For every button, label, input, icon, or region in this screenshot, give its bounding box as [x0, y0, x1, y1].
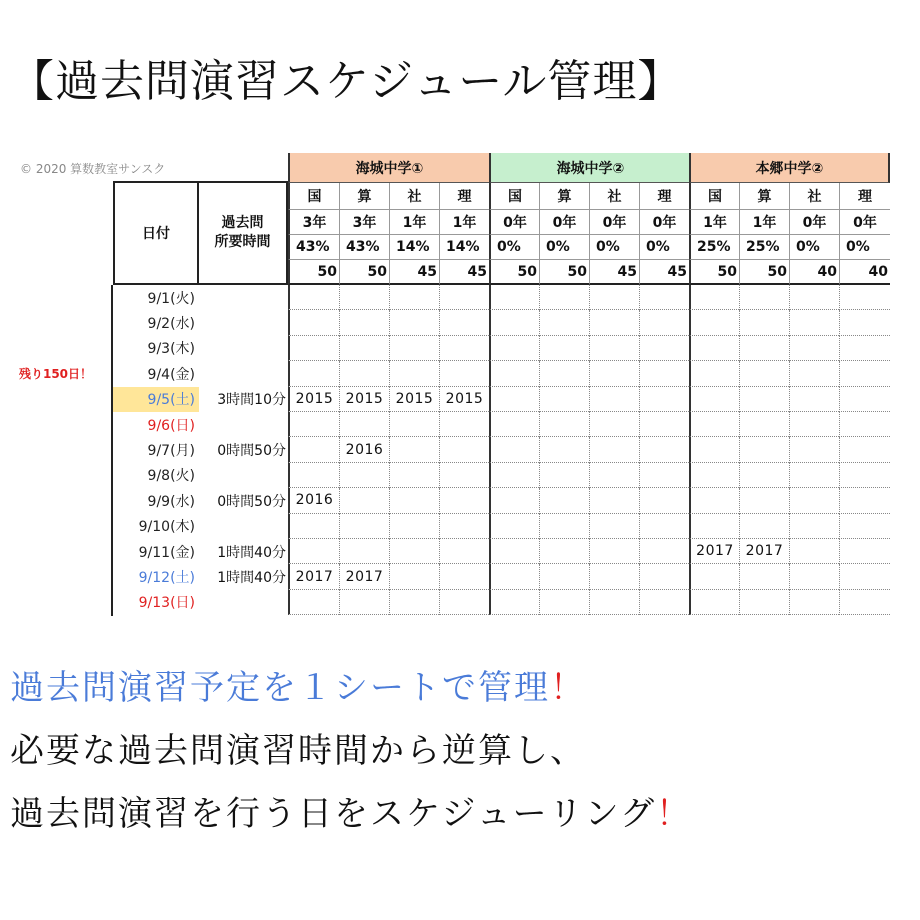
schedule-cell[interactable]: [839, 463, 890, 488]
schedule-cell[interactable]: [389, 488, 439, 513]
header-percents-cell[interactable]: 0%: [539, 235, 589, 260]
header-subjects-cell[interactable]: 国: [288, 183, 339, 210]
schedule-cell[interactable]: [739, 564, 789, 589]
schedule-cell[interactable]: [639, 437, 689, 462]
header-years-cell[interactable]: 3年: [339, 210, 389, 235]
schedule-cell[interactable]: [539, 564, 589, 589]
header-percents-cell[interactable]: 25%: [739, 235, 789, 260]
schedule-cell[interactable]: [288, 514, 339, 539]
schedule-cell[interactable]: [439, 310, 489, 335]
schedule-cell[interactable]: [489, 590, 539, 615]
schedule-cell[interactable]: [339, 336, 389, 361]
time-cell[interactable]: [199, 412, 288, 437]
time-cell[interactable]: [199, 514, 288, 539]
schedule-cell[interactable]: [439, 285, 489, 310]
time-cell[interactable]: [199, 463, 288, 488]
schedule-cell[interactable]: 2016: [288, 488, 339, 513]
schedule-cell[interactable]: [839, 387, 890, 412]
header-years-cell[interactable]: 1年: [389, 210, 439, 235]
school-header-1[interactable]: 海城中学①: [288, 153, 489, 183]
schedule-cell[interactable]: [689, 463, 739, 488]
schedule-cell[interactable]: [789, 285, 839, 310]
schedule-cell[interactable]: [689, 514, 739, 539]
copyright-text: © 2020 算数教室サンスク: [20, 162, 166, 176]
schedule-cell[interactable]: [789, 361, 839, 386]
schedule-cell[interactable]: [689, 336, 739, 361]
schedule-cell[interactable]: [689, 564, 739, 589]
schedule-cell[interactable]: [639, 539, 689, 564]
schedule-cell[interactable]: [489, 514, 539, 539]
schedule-spreadsheet: [0, 153, 890, 616]
header-percents-cell[interactable]: 14%: [439, 235, 489, 260]
header-years-cell[interactable]: 0年: [489, 210, 539, 235]
schedule-cell[interactable]: [689, 437, 739, 462]
schedule-cell[interactable]: [689, 488, 739, 513]
schedule-cell[interactable]: [539, 361, 589, 386]
schedule-cell[interactable]: [539, 412, 589, 437]
schedule-cell[interactable]: [489, 539, 539, 564]
header-years-cell[interactable]: 1年: [689, 210, 739, 235]
header-percents-cell[interactable]: 43%: [339, 235, 389, 260]
header-percents-cell[interactable]: 43%: [288, 235, 339, 260]
time-cell[interactable]: 1時間40分: [217, 570, 286, 587]
schedule-cell[interactable]: [389, 514, 439, 539]
date-cell[interactable]: 9/11(金): [138, 544, 195, 561]
schedule-cell[interactable]: [339, 285, 389, 310]
schedule-cell[interactable]: [389, 437, 439, 462]
schedule-cell[interactable]: [539, 437, 589, 462]
schedule-cell[interactable]: [389, 564, 439, 589]
time-header-line-2: 所要時間: [214, 234, 271, 250]
header-percents-cell[interactable]: 14%: [389, 235, 439, 260]
schedule-cell[interactable]: [689, 590, 739, 615]
time-cell[interactable]: 0時間50分: [217, 493, 286, 510]
schedule-cell[interactable]: [739, 590, 789, 615]
schedule-cell[interactable]: [339, 539, 389, 564]
date-cell[interactable]: 9/3(木): [147, 341, 195, 358]
schedule-cell[interactable]: [589, 285, 639, 310]
schedule-cell[interactable]: [489, 564, 539, 589]
schedule-cell[interactable]: [639, 590, 689, 615]
schedule-cell[interactable]: [389, 361, 439, 386]
schedule-cell[interactable]: 2017: [288, 564, 339, 589]
school-header-2[interactable]: 海城中学②: [489, 153, 690, 183]
schedule-cell[interactable]: [639, 361, 689, 386]
schedule-cell[interactable]: [839, 361, 890, 386]
schedule-cell[interactable]: [739, 310, 789, 335]
date-cell[interactable]: 9/6(日): [147, 417, 195, 434]
schedule-cell[interactable]: [839, 488, 890, 513]
date-header[interactable]: 日付: [113, 181, 199, 285]
schedule-cell[interactable]: 2017: [689, 539, 739, 564]
schedule-cell[interactable]: [639, 285, 689, 310]
schedule-cell[interactable]: [689, 285, 739, 310]
schedule-cell[interactable]: 2015: [339, 387, 389, 412]
header-years-cell[interactable]: 0年: [789, 210, 839, 235]
schedule-cell[interactable]: [489, 310, 539, 335]
header-percents-cell[interactable]: 0%: [839, 235, 890, 260]
schedule-cell[interactable]: [489, 285, 539, 310]
schedule-cell[interactable]: [839, 412, 890, 437]
schedule-cell[interactable]: [839, 437, 890, 462]
header-minutes-cell[interactable]: 45: [439, 260, 489, 285]
schedule-cell[interactable]: [489, 488, 539, 513]
caption-line-3-mark: ！: [655, 794, 692, 834]
caption-line-3: [10, 791, 692, 837]
schedule-cell[interactable]: [739, 412, 789, 437]
date-cell[interactable]: 9/4(金): [147, 366, 195, 383]
time-cell[interactable]: [199, 336, 288, 361]
schedule-cell[interactable]: [739, 387, 789, 412]
time-header[interactable]: [199, 181, 288, 285]
header-subjects-cell[interactable]: 理: [839, 183, 890, 210]
schedule-cell[interactable]: [739, 437, 789, 462]
schedule-cell[interactable]: [639, 514, 689, 539]
schedule-cell[interactable]: [639, 310, 689, 335]
schedule-cell[interactable]: [489, 437, 539, 462]
header-percents-cell[interactable]: 25%: [689, 235, 739, 260]
schedule-cell[interactable]: [739, 463, 789, 488]
date-cell[interactable]: 9/1(火): [147, 290, 195, 307]
schedule-cell[interactable]: [589, 488, 639, 513]
schedule-cell[interactable]: 2016: [339, 437, 389, 462]
schedule-cell[interactable]: [589, 336, 639, 361]
schedule-cell[interactable]: [589, 514, 639, 539]
schedule-cell[interactable]: [288, 336, 339, 361]
schedule-cell[interactable]: [589, 361, 639, 386]
schedule-cell[interactable]: 2015: [439, 387, 489, 412]
schedule-cell[interactable]: [539, 285, 589, 310]
schedule-cell[interactable]: [739, 336, 789, 361]
header-minutes-cell[interactable]: 50: [539, 260, 589, 285]
header-percents-cell[interactable]: 0%: [639, 235, 689, 260]
schedule-cell[interactable]: [789, 488, 839, 513]
schedule-cell[interactable]: [489, 387, 539, 412]
header-years-cell[interactable]: 0年: [539, 210, 589, 235]
schedule-cell[interactable]: [489, 361, 539, 386]
schedule-cell[interactable]: [739, 285, 789, 310]
schedule-cell[interactable]: [288, 437, 339, 462]
schedule-cell[interactable]: [789, 514, 839, 539]
header-subjects-cell[interactable]: 社: [789, 183, 839, 210]
time-cell[interactable]: [199, 590, 288, 615]
schedule-cell[interactable]: [489, 336, 539, 361]
schedule-cell[interactable]: [789, 387, 839, 412]
schedule-cell[interactable]: [389, 463, 439, 488]
date-cell[interactable]: 9/13(日): [138, 595, 195, 612]
date-cell[interactable]: 9/8(火): [147, 468, 195, 485]
caption-line-3-text: 過去問演習を行う日をスケジューリング: [10, 794, 656, 834]
header-minutes-cell[interactable]: 50: [288, 260, 339, 285]
schedule-cell[interactable]: [489, 412, 539, 437]
header-subjects-cell[interactable]: 理: [439, 183, 489, 210]
schedule-cell[interactable]: [339, 310, 389, 335]
schedule-cell[interactable]: [288, 539, 339, 564]
schedule-cell[interactable]: [389, 412, 439, 437]
header-minutes-cell[interactable]: 40: [789, 260, 839, 285]
schedule-cell[interactable]: [439, 437, 489, 462]
schedule-cell[interactable]: [639, 564, 689, 589]
page-title: 【過去問演習スケジュール管理】: [10, 56, 683, 107]
header-subjects-cell[interactable]: 国: [489, 183, 539, 210]
schedule-cell[interactable]: [439, 463, 489, 488]
schedule-cell[interactable]: [739, 488, 789, 513]
header-years-cell[interactable]: 3年: [288, 210, 339, 235]
schedule-cell[interactable]: [839, 514, 890, 539]
schedule-cell[interactable]: [839, 564, 890, 589]
header-minutes-cell[interactable]: 45: [389, 260, 439, 285]
schedule-cell[interactable]: [589, 564, 639, 589]
schedule-cell[interactable]: [288, 412, 339, 437]
schedule-cell[interactable]: [288, 463, 339, 488]
header-subjects-cell[interactable]: 算: [539, 183, 589, 210]
header-subjects-cell[interactable]: 算: [339, 183, 389, 210]
header-years-cell[interactable]: 0年: [839, 210, 890, 235]
header-percents-cell[interactable]: 0%: [589, 235, 639, 260]
schedule-cell[interactable]: [389, 336, 439, 361]
schedule-cell[interactable]: [339, 463, 389, 488]
schedule-cell[interactable]: [789, 437, 839, 462]
header-years-cell[interactable]: 0年: [639, 210, 689, 235]
date-cell[interactable]: 9/2(水): [147, 316, 195, 333]
schedule-cell[interactable]: [389, 590, 439, 615]
schedule-cell[interactable]: [539, 387, 589, 412]
schedule-cell[interactable]: [539, 488, 589, 513]
schedule-cell[interactable]: [439, 514, 489, 539]
header-minutes-cell[interactable]: 50: [739, 260, 789, 285]
schedule-cell[interactable]: [589, 539, 639, 564]
schedule-cell[interactable]: [739, 514, 789, 539]
schedule-cell[interactable]: [539, 539, 589, 564]
schedule-cell[interactable]: [539, 336, 589, 361]
schedule-cell[interactable]: [689, 361, 739, 386]
date-cell[interactable]: 9/10(木): [138, 519, 195, 536]
schedule-cell[interactable]: [589, 437, 639, 462]
header-minutes-cell[interactable]: 40: [839, 260, 890, 285]
schedule-cell[interactable]: [539, 590, 589, 615]
header-minutes-cell[interactable]: 45: [639, 260, 689, 285]
caption-line-2: 必要な過去問演習時間から逆算し、: [10, 731, 586, 771]
caption-line-1: [10, 665, 586, 711]
schedule-cell[interactable]: [739, 361, 789, 386]
header-years-cell[interactable]: 1年: [739, 210, 789, 235]
schedule-cell[interactable]: [639, 336, 689, 361]
schedule-cell[interactable]: [639, 488, 689, 513]
schedule-cell[interactable]: [839, 590, 890, 615]
schedule-cell[interactable]: [439, 488, 489, 513]
schedule-cell[interactable]: 2017: [739, 539, 789, 564]
schedule-cell[interactable]: [839, 310, 890, 335]
schedule-cell[interactable]: [589, 463, 639, 488]
schedule-cell[interactable]: [539, 310, 589, 335]
schedule-cell[interactable]: [339, 412, 389, 437]
schedule-cell[interactable]: 2015: [389, 387, 439, 412]
schedule-cell[interactable]: [288, 310, 339, 335]
time-cell[interactable]: 0時間50分: [217, 443, 286, 460]
time-header-line-1: 過去問: [221, 215, 264, 231]
date-cell[interactable]: 9/9(水): [147, 493, 195, 510]
schedule-cell[interactable]: [288, 590, 339, 615]
time-cell[interactable]: [199, 361, 288, 386]
header-subjects-cell[interactable]: 算: [739, 183, 789, 210]
schedule-cell[interactable]: [439, 412, 489, 437]
schedule-cell[interactable]: [339, 514, 389, 539]
schedule-cell[interactable]: [789, 336, 839, 361]
schedule-cell[interactable]: [839, 285, 890, 310]
schedule-cell[interactable]: [439, 361, 489, 386]
schedule-cell[interactable]: [789, 463, 839, 488]
schedule-cell[interactable]: [389, 539, 439, 564]
schedule-cell[interactable]: [589, 412, 639, 437]
time-cell[interactable]: [199, 285, 288, 310]
schedule-cell[interactable]: [789, 590, 839, 615]
schedule-cell[interactable]: [639, 412, 689, 437]
schedule-cell[interactable]: [489, 463, 539, 488]
header-subjects-cell[interactable]: 国: [689, 183, 739, 210]
schedule-cell[interactable]: [288, 361, 339, 386]
schedule-cell[interactable]: [339, 590, 389, 615]
schedule-cell[interactable]: [539, 514, 589, 539]
time-cell[interactable]: 1時間40分: [217, 544, 286, 561]
schedule-cell[interactable]: [539, 463, 589, 488]
schedule-cell[interactable]: [589, 310, 639, 335]
schedule-cell[interactable]: [839, 336, 890, 361]
schedule-cell[interactable]: [839, 539, 890, 564]
schedule-cell[interactable]: [689, 387, 739, 412]
school-header-3[interactable]: 本郷中学②: [689, 153, 890, 183]
header-minutes-cell[interactable]: 50: [689, 260, 739, 285]
caption-line-1-mark: ！: [550, 668, 586, 708]
date-cell[interactable]: 9/5(土): [113, 387, 199, 412]
schedule-cell[interactable]: [439, 564, 489, 589]
schedule-cell[interactable]: [639, 463, 689, 488]
caption-line-1-text: 過去問演習予定を１シートで管理: [10, 668, 550, 708]
schedule-cell[interactable]: [389, 285, 439, 310]
time-cell[interactable]: 3時間10分: [217, 392, 286, 409]
schedule-cell[interactable]: [389, 310, 439, 335]
schedule-cell[interactable]: [789, 539, 839, 564]
header-subjects-cell[interactable]: 理: [639, 183, 689, 210]
schedule-cell[interactable]: [589, 387, 639, 412]
schedule-cell[interactable]: [339, 361, 389, 386]
schedule-cell[interactable]: [439, 539, 489, 564]
header-minutes-cell[interactable]: 45: [589, 260, 639, 285]
schedule-cell[interactable]: 2017: [339, 564, 389, 589]
schedule-cell[interactable]: [789, 412, 839, 437]
header-subjects-cell[interactable]: 社: [589, 183, 639, 210]
schedule-cell[interactable]: [589, 590, 639, 615]
schedule-cell[interactable]: [789, 310, 839, 335]
header-percents-cell[interactable]: 0%: [789, 235, 839, 260]
schedule-cell[interactable]: [439, 336, 489, 361]
header-minutes-cell[interactable]: 50: [339, 260, 389, 285]
header-minutes-cell[interactable]: 50: [489, 260, 539, 285]
time-cell[interactable]: [199, 310, 288, 335]
date-cell[interactable]: 9/7(月): [147, 443, 195, 460]
remaining-days-label: 残り150日！: [18, 367, 93, 382]
date-cell[interactable]: 9/12(土): [138, 570, 195, 587]
header-percents-cell[interactable]: 0%: [489, 235, 539, 260]
header-years-cell[interactable]: 1年: [439, 210, 489, 235]
schedule-cell[interactable]: 2015: [288, 387, 339, 412]
schedule-cell[interactable]: [439, 590, 489, 615]
schedule-cell[interactable]: [689, 310, 739, 335]
schedule-cell[interactable]: [288, 285, 339, 310]
schedule-cell[interactable]: [639, 387, 689, 412]
schedule-cell[interactable]: [789, 564, 839, 589]
schedule-cell[interactable]: [689, 412, 739, 437]
header-years-cell[interactable]: 0年: [589, 210, 639, 235]
header-subjects-cell[interactable]: 社: [389, 183, 439, 210]
schedule-cell[interactable]: [339, 488, 389, 513]
